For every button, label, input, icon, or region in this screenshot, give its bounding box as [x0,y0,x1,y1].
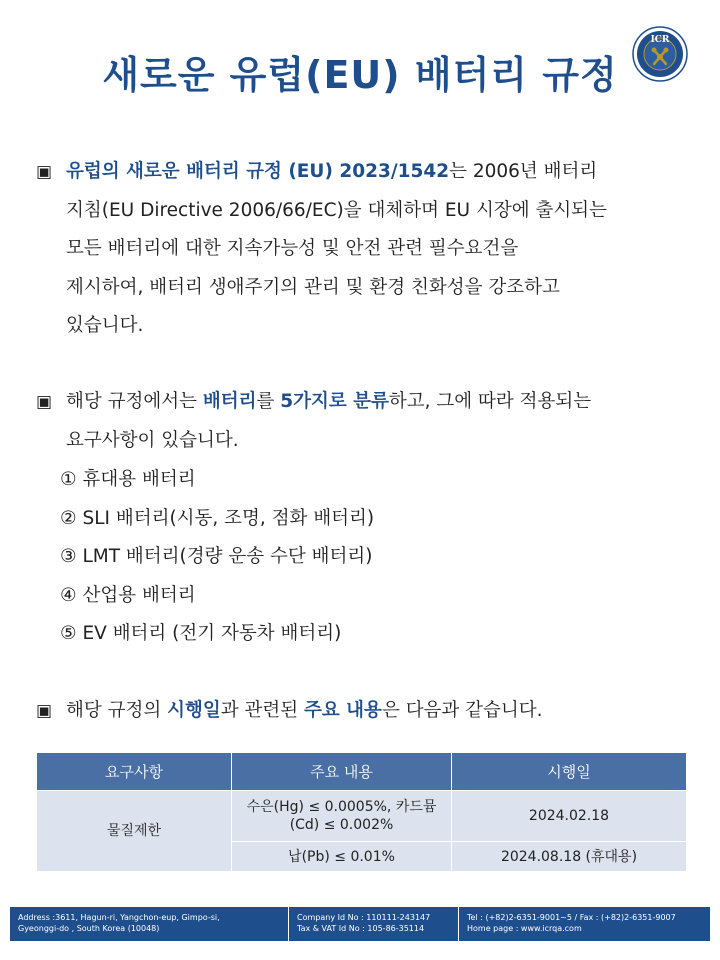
text-line: 요구사항이 있습니다. [66,429,239,451]
highlight-key-content: 주요 내용 [304,700,382,721]
column-header-requirement: 요구사항 [37,753,232,791]
highlight-five-types: 5가지로 분류 [280,391,389,412]
column-header-date: 시행일 [452,753,687,791]
text-line: 지침(EU Directive 2006/66/EC)을 대체하며 EU 시장에 출시되는 [66,199,607,221]
footer-company-ids [288,907,458,941]
requirements-table [36,752,687,872]
highlight-effective-date: 시행일 [167,700,221,721]
content-cell: 납(Pb) ≤ 0.01% [232,842,452,872]
category-cell: 물질제한 [37,791,232,872]
date-cell: 2024.02.18 [452,791,687,842]
bullet-icon: ▣ [36,162,53,182]
date-cell: 2024.08.18 (휴대용) [452,842,687,872]
bullet-icon: ▣ [36,701,53,721]
text-segment: 하고, 그에 따라 적용되는 [388,391,592,412]
bullet-icon: ▣ [36,392,53,412]
footer-text: Address :3611, Hagun-ri, Yangchon-eup, Gimpo-si, [18,913,220,922]
footer-text: Home page : www.icrqa.com [467,924,582,933]
list-item: ⑤ EV 배터리 (전기 자동차 배터리) [60,623,342,644]
footer-address [10,907,288,941]
text-segment: 은 다음과 같습니다. [381,700,543,721]
table-row [37,791,687,842]
text-segment: 는 2006년 배터리 [449,161,598,182]
footer-contact [458,907,710,941]
text-segment: 과 관련된 [220,700,304,721]
text-segment: 해당 규정에서는 [66,391,203,412]
text-segment: 를 [256,391,281,412]
content-cell: 수은(Hg) ≤ 0.0005%, 카드뮴(Cd) ≤ 0.002% [232,791,452,842]
table-header-row [37,753,687,791]
list-item: ④ 산업용 배터리 [60,584,196,606]
text-line: 있습니다. [66,315,144,336]
page-title: 새로운 유럽(EU) 배터리 규정 [102,53,618,97]
text-segment: 해당 규정의 [66,700,168,721]
list-item: ① 휴대용 배터리 [60,469,196,490]
footer-text: Company Id No : 110111-243147 [297,913,431,922]
battery-type-list [60,461,374,654]
column-header-content: 주요 내용 [232,753,452,791]
footer-text: Tel : (+82)2-6351-9001~5 / Fax : (+82)2-6351-9007 [467,913,676,922]
footer-text: Tax & VAT Id No : 105-86-35114 [297,924,425,933]
icr-logo [632,26,688,82]
section-effective-dates [36,692,696,731]
logo-text: ICR [650,35,670,45]
list-item: ③ LMT 배터리(경량 운송 수단 배터리) [60,546,373,567]
text-line: 모든 배터리에 대한 지속가능성 및 안전 관련 필수요건을 [66,238,519,259]
section-intro [36,153,696,346]
footer [10,907,710,941]
footer-text: Gyeonggi-do , South Korea (10048) [18,924,160,933]
text-line: 제시하여, 배터리 생애주기의 관리 및 환경 친화성을 강조하고 [66,276,560,298]
regulation-highlight: 유럽의 새로운 배터리 규정 (EU) 2023/1542 [66,161,450,182]
section-classification [36,383,696,460]
highlight-battery: 배터리 [202,391,257,412]
list-item: ② SLI 배터리(시동, 조명, 점화 배터리) [60,507,375,529]
